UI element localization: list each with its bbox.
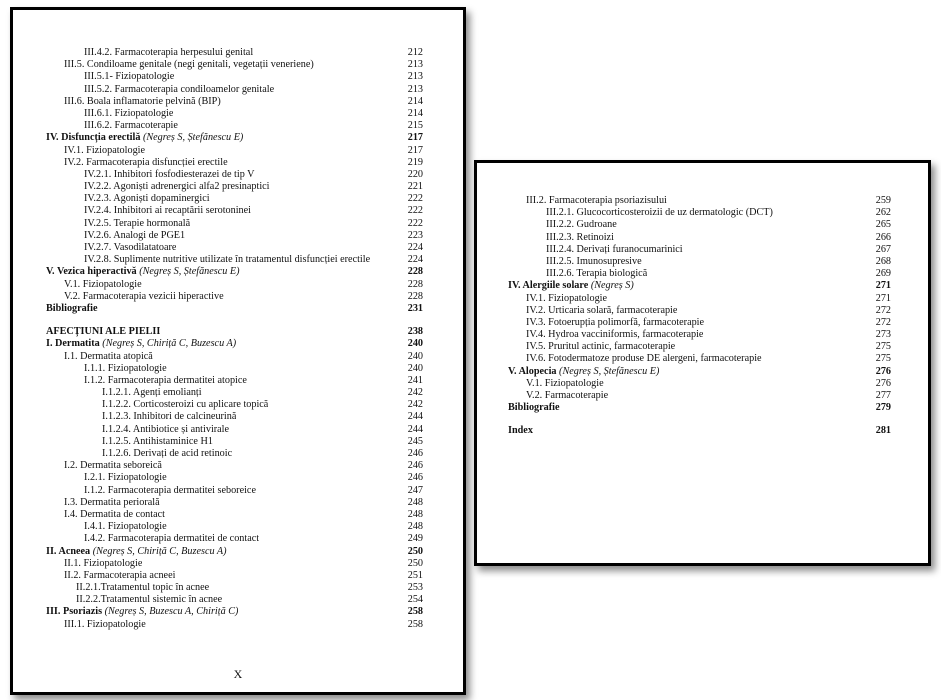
toc-entry-title [84,71,174,83]
toc-entry-text: IV. Alergiile solare [508,280,589,292]
toc-entry-title [526,353,762,365]
toc-entry-title [64,570,175,582]
toc-entry-text: IV.2.1. Inhibitori fosfodiesterazei de tip V [84,168,255,180]
toc-entry-text: I. Dermatita [46,338,100,350]
toc-entry-text: I.3. Dermatita periorală [64,496,160,508]
toc-entry-title [508,366,659,378]
toc-entry [46,157,423,169]
toc-entry-title [102,448,232,460]
toc-entry-page-number: 248 [407,508,423,520]
toc-entry-title [64,497,160,509]
toc-entry-title [64,145,145,157]
toc-entry-title [546,256,642,268]
toc-entry-text: III.6. Boala inflamatorie pelvină (BIP) [64,95,221,107]
toc-entry [508,329,891,341]
toc-entry [46,326,423,338]
toc-entry-page-number: 250 [407,557,423,569]
toc-entry [46,424,423,436]
toc-entry-page-number: 220 [407,168,423,180]
toc-entry-page-number: 228 [407,266,423,278]
toc-entry-title [526,195,667,207]
toc-entry-page-number: 215 [407,120,423,132]
toc-entry-text: I.4.1. Fiziopatologie [84,521,167,533]
toc-entry-title [84,108,173,120]
toc-page-right [474,160,931,566]
toc-entry-page-number: 222 [407,193,423,205]
toc-entry-text: III.1. Fiziopatologie [64,618,146,630]
toc-entry-page-number: 224 [407,242,423,253]
toc-entry [46,582,423,594]
toc-entry [508,366,891,378]
toc-entry [46,387,423,399]
toc-entry-title [526,390,608,402]
toc-entry-text: V. Vezica hiperactivă [46,266,137,278]
toc-entry-text: I.2. Dermatita seboreică [64,460,162,472]
toc-entry [46,230,423,242]
toc-entry-page-number: 228 [407,290,423,302]
toc-entry-page-number: 246 [407,472,423,484]
toc-entry-text: I.1.1. Fiziopatologie [84,362,167,374]
toc-entry-title [84,254,370,266]
toc-entry-text: I.1.2.6. Derivați de acid retinoic [102,448,233,459]
toc-entry [46,594,423,606]
toc-entry [46,279,423,291]
toc-entry-page-number: 275 [875,353,891,365]
toc-entry [46,193,423,205]
toc-entry-text: I.1.2.2. Corticosteroizi cu aplicare topică [102,399,269,411]
toc-entry [46,485,423,497]
toc-entry-title [84,218,190,230]
toc-entry-text: III.6.2. Farmacoterapie [84,120,178,132]
toc-entry-authors: (Negreș S, Chiriță C, Buzescu A) [92,545,227,557]
toc-entry-text: IV.2.3. Agoniști dopaminergici [84,193,210,205]
toc-entry [508,268,891,280]
toc-entry-page-number: 244 [407,423,423,435]
toc-entry-text: V.1. Fiziopatologie [526,377,604,389]
toc-entry [46,254,423,266]
toc-entry-title [64,460,162,472]
toc-entry [508,195,891,207]
toc-entry-page-number: 222 [407,217,423,229]
toc-entry-text: III.2.2. Gudroane [546,219,617,231]
toc-entry-title [84,242,176,254]
toc-entry-authors: (Negreș S) [590,280,634,292]
toc-entry-title [64,96,221,108]
toc-entry [46,619,423,631]
toc-entry-authors: (Negreș S, Buzescu A, Chiriță C) [104,606,239,618]
toc-entry-text: I.1.2. Farmacoterapia dermatitei seboreice [84,484,256,496]
toc-entry-title [64,59,314,71]
toc-entry-text: IV.1. Fiziopatologie [526,292,608,304]
toc-entry [46,169,423,181]
toc-entry-text: IV.2.8. Suplimente nutritive utilizate în tratamentul disfuncției erectile [84,254,371,266]
toc-entry-text: IV.1. Fiziopatologie [64,144,146,156]
toc-entry-text: I.1.2. Farmacoterapia dermatitei atopice [84,374,247,386]
toc-entry-text: Bibliografie [46,302,98,314]
toc-entry [46,533,423,545]
toc-entry [508,219,891,231]
toc-entry-text: V.2. Farmacoterapia vezicii hiperactive [64,290,224,302]
toc-entry-title [76,582,209,594]
toc-entry-page-number: 262 [875,207,891,219]
toc-entry-page-number: 248 [407,496,423,508]
toc-entry-page-number: 246 [407,460,423,472]
toc-entry [46,497,423,509]
toc-entry [46,59,423,71]
toc-list-left [46,47,423,631]
toc-entry-title [64,279,142,291]
toc-entry [46,546,423,558]
toc-entry-text: III.2.3. Retinoizi [546,231,614,243]
toc-entry [46,448,423,460]
toc-entry-page-number: 258 [407,618,423,630]
toc-entry-page-number: 219 [407,156,423,168]
toc-entry-authors: (Negreș S, Ștefănescu E) [142,132,244,144]
toc-entry-text: V.2. Farmacoterapie [526,390,609,401]
toc-entry-page-number: 273 [875,329,891,341]
toc-entry-page-number: 214 [407,95,423,107]
toc-entry [508,244,891,256]
toc-entry-title [46,303,98,315]
toc-entry-title [46,266,240,278]
toc-entry-text: III.6.1. Fiziopatologie [84,107,174,119]
toc-entry-page-number: 269 [875,268,891,280]
toc-entry-title [46,338,236,350]
toc-entry-title [546,232,614,244]
toc-entry-page-number: 240 [407,350,423,362]
toc-entry-text: AFECȚIUNI ALE PIELII [46,326,161,338]
toc-entry-text: III.2.4. Derivați furanocumarinici [546,243,683,255]
toc-entry-page-number: 217 [407,132,423,144]
toc-entry [508,256,891,268]
toc-entry [508,232,891,244]
toc-entry-text: III.4.2. Farmacoterapia herpesului genital [84,47,254,58]
toc-entry-title [508,402,560,414]
toc-entry-text: III.2.5. Imunosupresive [546,255,642,267]
toc-entry-page-number: 238 [407,326,423,338]
toc-entry-title [84,169,255,181]
toc-entry-title [102,387,202,399]
toc-entry-page-number: 259 [875,195,891,206]
toc-entry [46,205,423,217]
toc-entry-page-number: 213 [407,59,423,71]
toc-entry-text: III.2.6. Terapia biologică [546,268,648,280]
toc-entry-page-number: 214 [407,107,423,119]
toc-entry-page-number: 249 [407,533,423,545]
toc-entry-title [84,521,167,533]
toc-entry-text: II.2. Farmacoterapia acneei [64,569,176,581]
toc-entry-page-number: 213 [407,71,423,83]
toc-entry-page-number: 223 [407,229,423,241]
toc-entry-page-number: 224 [407,254,423,266]
toc-entry-page-number: 228 [407,278,423,290]
toc-entry-text: II. Acneea [46,545,91,557]
toc-entry-title [84,120,178,132]
toc-entry-page-number: 242 [407,387,423,399]
toc-entry-authors: (Negreș S, Ștefănescu E) [559,365,660,377]
toc-entry-page-number: 213 [407,83,423,95]
toc-entry-title [84,363,167,375]
toc-entry-authors: (Negreș S, Ștefănescu E) [139,266,240,278]
toc-entry-text: IV.2. Urticaria solară, farmacoterapie [526,304,678,316]
toc-entry-text: IV.2.5. Terapie hormonală [84,217,191,229]
toc-entry-text: I.4.2. Farmacoterapia dermatitei de contact [84,533,260,545]
toc-entry-title [546,207,773,219]
toc-entry [46,399,423,411]
toc-entry-page-number: 231 [407,302,423,314]
toc-entry-text: IV. Disfuncția erectilă [46,132,141,144]
toc-entry-text: I.1.2.5. Antihistaminice H1 [102,435,213,447]
toc-entry-page-number: 272 [875,316,891,328]
toc-entry-text: Bibliografie [508,402,560,414]
toc-entry-title [46,546,227,558]
toc-entry-page-number: 251 [407,569,423,581]
toc-entry [46,242,423,254]
toc-entry-page-number: 247 [407,484,423,496]
toc-entry-title [84,205,251,217]
toc-entry-page-number: 276 [875,377,891,389]
page-number-footer: X [233,667,243,681]
toc-entry-text: III.5.1- Fiziopatologie [84,71,175,83]
toc-entry [46,521,423,533]
toc-entry [508,378,891,390]
toc-entry [46,558,423,570]
toc-entry [46,291,423,303]
toc-entry-title [46,132,243,144]
toc-entry-page-number: 217 [407,144,423,156]
toc-entry-text: Index [508,425,533,437]
toc-entry-title [64,351,153,363]
toc-entry-page-number: 277 [875,390,891,401]
toc-entry [46,363,423,375]
toc-entry [46,460,423,472]
toc-entry-title [546,244,683,256]
toc-entry [46,606,423,618]
toc-entry [46,351,423,363]
toc-entry [46,338,423,350]
toc-entry-title [526,293,607,305]
toc-entry-text: IV.2. Farmacoterapia disfuncției erectile [64,156,228,168]
toc-entry-text: III.2. Farmacoterapia psoriazisului [526,195,667,206]
toc-entry-text: I.1.2.1. Agenți emolianți [102,387,202,399]
toc-entry-title [76,594,222,606]
toc-entry [46,411,423,423]
toc-entry-title [84,485,256,497]
toc-entry-page-number: 266 [875,231,891,243]
toc-entry-page-number: 272 [875,304,891,316]
toc-entry-text: IV.5. Pruritul actinic, farmacoterapie [526,341,676,353]
toc-entry-page-number: 253 [407,582,423,594]
toc-entry-page-number: 279 [875,402,891,414]
toc-entry-title [64,509,165,521]
toc-entry-text: II.1. Fiziopatologie [64,557,143,569]
toc-entry-page-number: 254 [407,594,423,606]
toc-entry [46,84,423,96]
toc-entry-title [102,424,229,436]
toc-entry-page-number: 221 [407,181,423,193]
toc-entry-text: II.2.1.Tratamentul topic în acnee [76,582,210,594]
toc-entry [46,436,423,448]
toc-entry-page-number: 275 [875,341,891,353]
toc-entry-page-number: 248 [407,521,423,533]
toc-entry [46,108,423,120]
toc-entry-title [64,157,228,169]
toc-entry [46,509,423,521]
toc-entry-title [84,84,274,96]
toc-entry-title [84,472,167,484]
toc-entry-text: I.1.2.4. Antibiotice și antivirale [102,423,230,435]
toc-entry-title [526,305,677,317]
toc-entry-text: III. Psoriazis [46,606,103,618]
toc-entry-title [46,326,160,338]
toc-entry [46,120,423,132]
toc-entry-title [546,219,617,231]
toc-entry [508,317,891,329]
toc-entry-authors: (Negreș S, Chiriță C, Buzescu A) [102,338,237,350]
toc-entry [508,402,891,414]
toc-entry-page-number: 240 [407,338,423,350]
toc-entry [46,145,423,157]
toc-entry-page-number: 245 [407,435,423,447]
toc-entry-page-number: 246 [407,448,423,459]
toc-entry-title [526,317,704,329]
toc-entry [508,425,891,437]
toc-entry-title [84,375,247,387]
toc-entry-page-number: 267 [875,243,891,255]
toc-entry-title [546,268,647,280]
toc-entry-page-number: 241 [407,374,423,386]
toc-entry [508,207,891,219]
toc-entry-title [84,47,253,59]
toc-spacer [46,315,423,326]
toc-entry-text: II.2.2.Tratamentul sistemic în acnee [76,594,223,606]
toc-entry-page-number: 268 [875,255,891,267]
toc-entry-text: I.1. Dermatita atopică [64,350,153,362]
toc-spacer [508,414,891,425]
toc-list-right [508,195,891,438]
toc-entry [508,353,891,365]
toc-entry [46,218,423,230]
toc-entry-text: I.4. Dermatita de contact [64,508,165,520]
toc-entry-page-number: 265 [875,219,891,231]
toc-entry [46,375,423,387]
toc-entry-page-number: 240 [407,362,423,374]
toc-entry [46,132,423,144]
toc-entry-text: III.2.1. Glucocorticosteroizii de uz dermatologic (DCT) [546,207,773,219]
toc-entry [508,390,891,402]
toc-entry [508,293,891,305]
toc-page-left [10,7,466,695]
toc-entry [46,47,423,59]
toc-entry-title [64,619,146,631]
toc-entry-page-number: 212 [407,47,423,58]
toc-entry-title [102,399,268,411]
toc-entry-text: IV.3. Fotoerupția polimorfă, farmacoterapie [526,316,705,328]
toc-entry [46,472,423,484]
toc-entry-page-number: 281 [875,425,891,437]
toc-entry-title [84,533,259,545]
toc-entry-page-number: 258 [407,606,423,618]
toc-entry [508,341,891,353]
toc-entry-title [508,425,533,437]
toc-entry-text: III.5.2. Farmacoterapia condiloamelor genitale [84,83,275,95]
toc-entry-text: I.2.1. Fiziopatologie [84,472,167,484]
toc-entry-text: V. Alopecia [508,365,557,377]
toc-entry-text: V.1. Fiziopatologie [64,278,142,290]
toc-entry [508,305,891,317]
toc-entry-title [102,411,236,423]
toc-entry-page-number: 271 [875,292,891,304]
toc-entry-title [64,558,142,570]
toc-entry-title [84,193,210,205]
toc-entry-title [84,230,185,242]
toc-entry-text: IV.2.2. Agoniști adrenergici alfa2 presinaptici [84,181,270,193]
toc-entry-title [46,606,238,618]
toc-entry [46,181,423,193]
toc-entry [46,266,423,278]
toc-entry [46,303,423,315]
toc-entry-page-number: 242 [407,399,423,411]
toc-entry-page-number: 250 [407,545,423,557]
toc-entry-text: IV.2.4. Inhibitori ai recaptării serotoninei [84,205,252,217]
toc-entry-page-number: 222 [407,205,423,217]
toc-entry-title [526,341,675,353]
toc-entry-text: IV.2.7. Vasodilatatoare [84,242,177,253]
toc-entry-text: IV.2.6. Analogi de PGE1 [84,229,186,241]
toc-entry [508,280,891,292]
toc-entry-title [102,436,213,448]
toc-entry-page-number: 271 [875,280,891,292]
toc-entry [46,96,423,108]
toc-entry-text: I.1.2.3. Inhibitori de calcineurină [102,411,237,423]
toc-entry-title [508,280,634,292]
toc-entry-page-number: 244 [407,411,423,423]
toc-entry [46,71,423,83]
toc-entry-text: IV.4. Hydroa vacciniformis, farmacoterapie [526,329,704,341]
toc-entry-text: III.5. Condiloame genitale (negi genitali, vegetații veneriene) [64,59,314,71]
toc-entry-title [64,291,224,303]
toc-entry-title [526,378,604,390]
toc-entry [46,570,423,582]
toc-entry-title [526,329,703,341]
toc-entry-page-number: 276 [875,365,891,377]
toc-entry-title [84,181,270,193]
toc-entry-text: IV.6. Fotodermatoze produse DE alergeni, farmacoterapie [526,353,762,365]
